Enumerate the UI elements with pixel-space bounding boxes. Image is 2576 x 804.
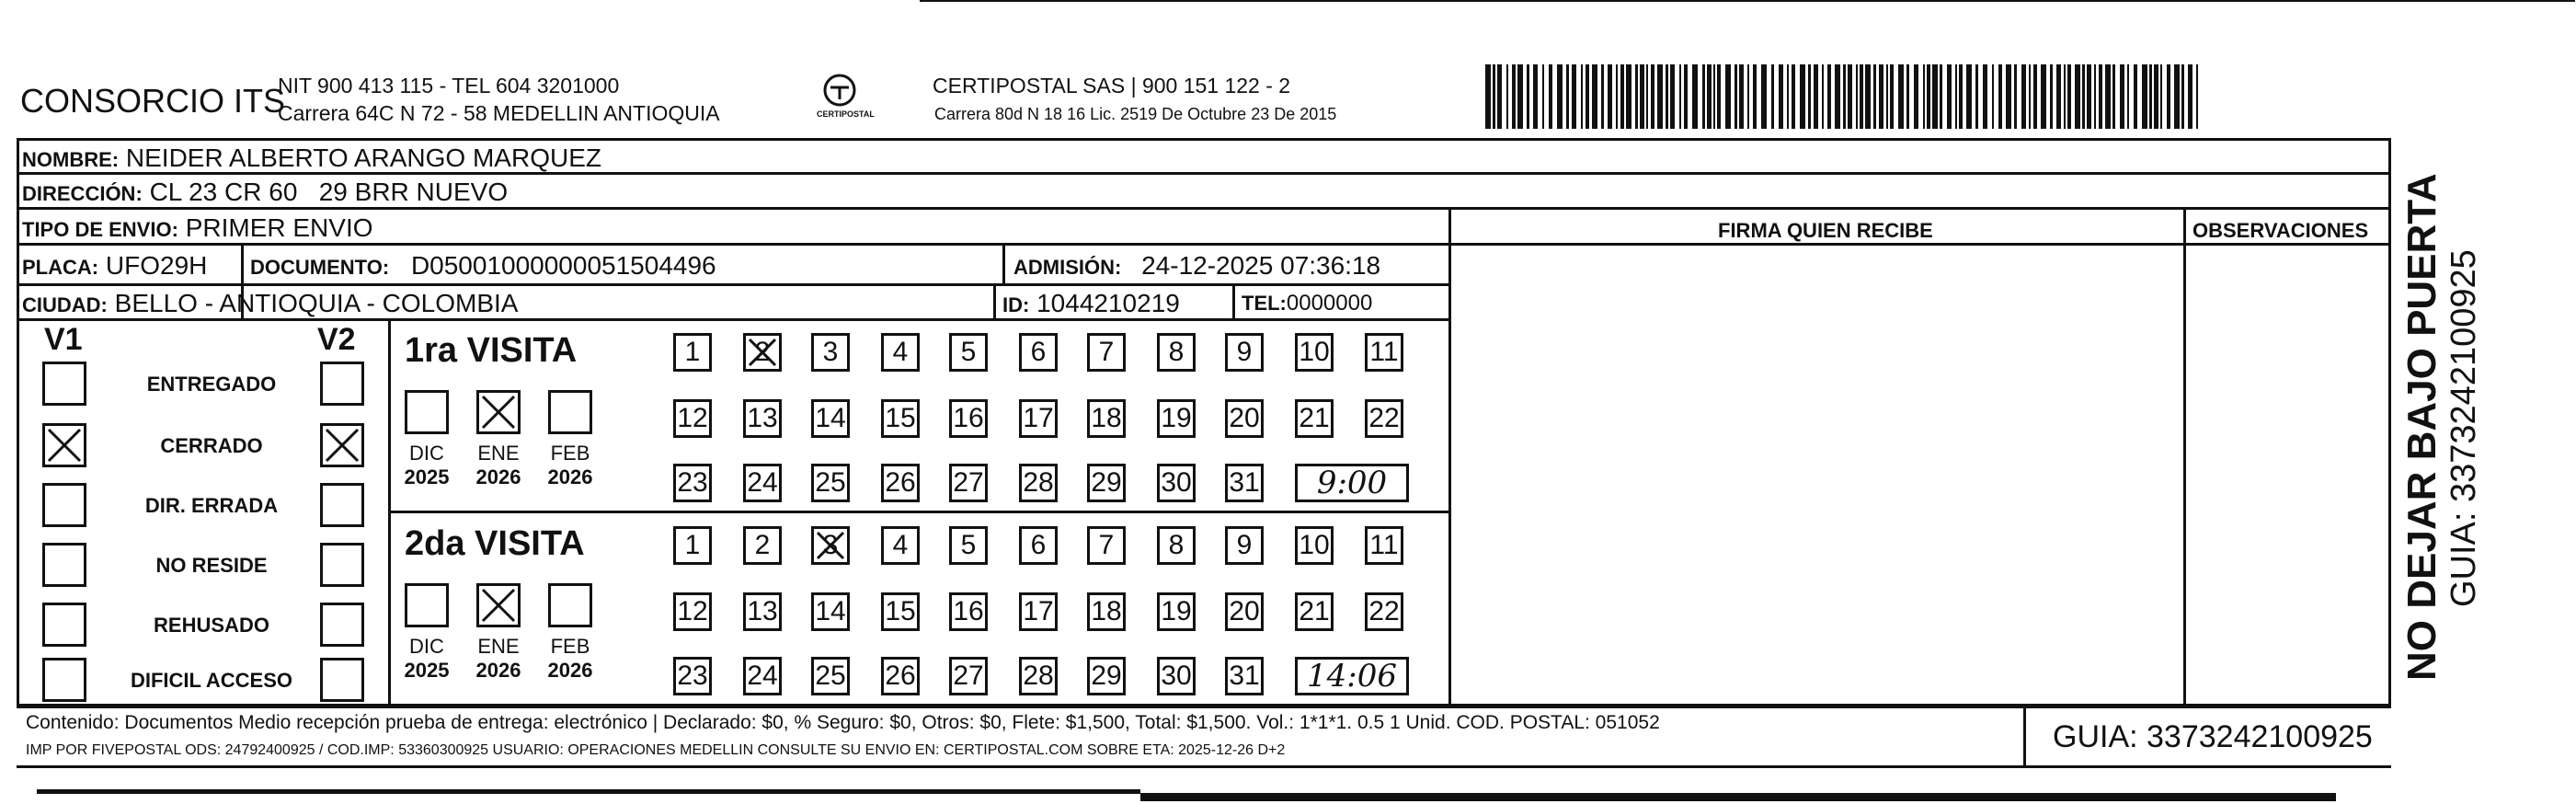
day-box[interactable]: 16 <box>949 592 988 631</box>
day-box[interactable]: 12 <box>673 592 712 631</box>
check-x-icon <box>45 426 84 465</box>
ciudad-label: CIUDAD: <box>22 293 108 316</box>
month-label: DIC <box>409 442 444 465</box>
barcode-bar <box>1927 64 1930 129</box>
barcode <box>1485 64 2212 129</box>
tel-value: 0000000 <box>1286 291 1373 316</box>
barcode-bar <box>1771 64 1774 129</box>
barcode-bar <box>1827 64 1831 129</box>
day-box[interactable]: 4 <box>881 333 920 372</box>
status-label: ENTREGADO <box>146 373 277 396</box>
barcode-bar <box>1533 64 1538 129</box>
day-box[interactable]: 19 <box>1157 399 1196 438</box>
barcode-bar <box>1527 64 1529 129</box>
barcode-bar <box>2160 64 2162 129</box>
day-box[interactable]: 17 <box>1019 592 1058 631</box>
barcode-bar <box>2167 64 2170 129</box>
nombre-label: NOMBRE: <box>22 148 120 171</box>
barcode-bar <box>1651 64 1654 129</box>
ciudad-row <box>22 291 518 316</box>
barcode-bar <box>1684 64 1688 129</box>
day-box[interactable]: 24 <box>743 657 782 695</box>
barcode-bar <box>2188 64 2192 129</box>
guia-side: GUIA: 3373242100925 <box>2444 249 2483 607</box>
time-box[interactable]: 9:00 <box>1295 464 1409 502</box>
check-x-icon <box>746 336 779 369</box>
check-x-icon <box>479 586 518 625</box>
v2-header: V2 <box>317 322 356 357</box>
id-value: 1044210219 <box>1036 289 1180 317</box>
day-box[interactable]: 8 <box>1157 333 1196 372</box>
barcode-bar <box>1601 64 1604 129</box>
day-box[interactable]: 11 <box>1365 333 1403 372</box>
barcode-bar <box>2056 64 2061 129</box>
day-box[interactable]: 24 <box>743 464 782 502</box>
month-label: ENE <box>477 635 520 658</box>
barcode-bar <box>1792 64 1795 129</box>
barcode-bar <box>2174 64 2180 129</box>
day-box[interactable]: 7 <box>1087 526 1126 565</box>
v1-header: V1 <box>44 322 83 357</box>
barcode-bar <box>2041 64 2046 129</box>
bottom-strip-right <box>1140 793 2336 801</box>
day-box[interactable]: 29 <box>1087 464 1126 502</box>
day-box[interactable]: 3 <box>811 526 850 565</box>
day-box[interactable]: 6 <box>1019 333 1058 372</box>
day-box[interactable]: 25 <box>811 657 850 695</box>
barcode-bar <box>1822 64 1824 129</box>
barcode-bar <box>1566 64 1569 129</box>
barcode-bar <box>2033 64 2037 129</box>
day-box[interactable]: 9 <box>1225 526 1264 565</box>
day-box[interactable]: 18 <box>1087 399 1126 438</box>
barcode-bar <box>1620 64 1624 129</box>
barcode-bar <box>1761 64 1767 129</box>
barcode-bar <box>1512 64 1516 129</box>
barcode-bar <box>1753 64 1757 129</box>
barcode-bar <box>1966 64 1972 129</box>
day-box[interactable]: 31 <box>1225 657 1264 695</box>
barcode-bar <box>1898 64 1904 129</box>
day-box[interactable]: 13 <box>743 399 782 438</box>
direccion-value: CL 23 CR 60 29 BRR NUEVO <box>149 178 509 206</box>
status-v1-checkbox[interactable] <box>42 603 86 647</box>
year-label: 2025 <box>404 465 450 488</box>
direccion-label: DIRECCIÓN: <box>22 182 143 205</box>
day-box[interactable]: 13 <box>743 592 782 631</box>
placa-row <box>22 253 207 279</box>
placa-value: UFO29H <box>105 251 208 280</box>
nombre-value: NEIDER ALBERTO ARANGO MARQUEZ <box>125 144 601 172</box>
barcode-bar <box>1725 64 1731 129</box>
day-box[interactable]: 30 <box>1157 464 1196 502</box>
barcode-bar <box>1608 64 1612 129</box>
day-box[interactable]: 27 <box>949 657 988 695</box>
day-box[interactable]: 7 <box>1087 333 1126 372</box>
logo-caption: CERTIPOSTAL <box>817 109 875 119</box>
month-checkbox[interactable] <box>476 583 521 627</box>
company-name: CONSORCIO ITS <box>20 82 286 120</box>
time-box[interactable]: 14:06 <box>1295 657 1409 695</box>
placa-label: PLACA: <box>22 256 99 279</box>
day-box[interactable]: 12 <box>673 399 712 438</box>
day-box[interactable]: 28 <box>1019 657 1058 695</box>
barcode-bar <box>1856 64 1858 129</box>
check-x-icon <box>323 426 361 465</box>
admision-value: 24-12-2025 07:36:18 <box>1141 251 1381 280</box>
year-label: 2026 <box>475 659 521 682</box>
nit-line-1: NIT 900 413 115 - TEL 604 3201000 <box>278 74 620 98</box>
nit-line-2: Carrera 64C N 72 - 58 MEDELLIN ANTIOQUIA <box>278 101 720 125</box>
contenido-text: Contenido: Documentos Medio recepción prueba de entrega: electrónico | Declarado: $0, % Seguro: $0, Otros: $0, Flete: $1,500, Total: $1,500. Vol.: 1*1*1. 0.5 1 Unid. COD. POSTAL: 051052 <box>26 712 1660 733</box>
month-checkbox[interactable] <box>405 390 449 434</box>
barcode-bar <box>2075 64 2080 129</box>
barcode-bar <box>2112 64 2115 129</box>
tipo-label: TIPO DE ENVIO: <box>22 218 178 241</box>
day-box[interactable]: 3 <box>811 333 850 372</box>
day-box[interactable]: 6 <box>1019 526 1058 565</box>
barcode-bar <box>1581 64 1583 129</box>
barcode-bar <box>1707 64 1712 129</box>
tipo-value: PRIMER ENVIO <box>185 213 373 242</box>
day-box[interactable]: 4 <box>881 526 920 565</box>
day-box[interactable]: 22 <box>1365 399 1403 438</box>
barcode-bar <box>1865 64 1871 129</box>
day-box[interactable]: 14 <box>811 592 850 631</box>
day-box[interactable]: 25 <box>811 464 850 502</box>
status-label: CERRADO <box>160 434 263 457</box>
imp-text: IMP POR FIVEPOSTAL ODS: 24792400925 / COD.IMP: 53360300925 USUARIO: OPERACIONES MEDELLIN CONSULTE SU ENVIO EN: CERTIPOSTAL.COM SOBRE ETA: 2025-12-26 D+2 <box>26 742 1286 758</box>
day-box[interactable]: 27 <box>949 464 988 502</box>
day-box[interactable]: 2 <box>743 526 782 565</box>
status-v1-checkbox[interactable] <box>42 362 86 406</box>
year-label: 2026 <box>475 465 521 488</box>
year-label: 2026 <box>547 465 593 488</box>
status-v2-checkbox[interactable] <box>320 658 364 702</box>
day-box[interactable]: 10 <box>1295 526 1334 565</box>
barcode-bar <box>1702 64 1705 129</box>
barcode-bar <box>1940 64 1942 129</box>
day-box[interactable]: 15 <box>881 592 920 631</box>
barcode-bar <box>1717 64 1721 129</box>
barcode-bar <box>1923 64 1925 129</box>
year-label: 2025 <box>404 659 450 682</box>
barcode-bar <box>2105 64 2111 129</box>
day-box[interactable]: 26 <box>881 464 920 502</box>
barcode-bar <box>2149 64 2152 129</box>
barcode-bar <box>1549 64 1552 129</box>
documento-value: D05001000000051504496 <box>410 251 716 280</box>
barcode-bar <box>1747 64 1749 129</box>
barcode-bar <box>1626 64 1631 129</box>
month-checkbox[interactable] <box>548 583 592 627</box>
certipostal-logo-icon <box>821 72 858 109</box>
barcode-bar <box>1542 64 1544 129</box>
id-label: ID: <box>1002 293 1030 316</box>
barcode-bar <box>2064 64 2066 129</box>
visit-title: 1ra VISITA <box>405 331 578 370</box>
barcode-bar <box>1779 64 1783 129</box>
barcode-bar <box>2082 64 2085 129</box>
firma-label: FIRMA QUIEN RECIBE <box>1718 219 1933 242</box>
observaciones-label: OBSERVACIONES <box>2192 219 2369 242</box>
barcode-bar <box>2094 64 2096 129</box>
status-v2-checkbox[interactable] <box>320 543 364 587</box>
month-checkbox[interactable] <box>548 390 592 434</box>
barcode-bar <box>1517 64 1523 129</box>
barcode-bar <box>1955 64 1957 129</box>
barcode-bar <box>2120 64 2124 129</box>
day-box[interactable]: 8 <box>1157 526 1196 565</box>
barcode-bar <box>1914 64 1918 129</box>
barcode-bar <box>2014 64 2017 129</box>
top-edge <box>920 0 2575 2</box>
barcode-bar <box>1666 64 1668 129</box>
status-v1-checkbox[interactable] <box>42 423 86 467</box>
month-label: FEB <box>550 442 590 465</box>
barcode-bar <box>2196 64 2198 129</box>
status-label: DIR. ERRADA <box>144 494 279 517</box>
barcode-bar <box>1983 64 1987 129</box>
barcode-bar <box>1860 64 1863 129</box>
barcode-bar <box>1808 64 1811 129</box>
certi-line-1: CERTIPOSTAL SAS | 900 151 122 - 2 <box>933 74 1291 98</box>
barcode-bar <box>1800 64 1805 129</box>
barcode-bar <box>2099 64 2102 129</box>
barcode-bar <box>1998 64 2002 129</box>
no-dejar-side: NO DEJAR BAJO PUERTA <box>2399 173 2444 681</box>
month-label: FEB <box>550 635 590 658</box>
barcode-bar <box>1886 64 1888 129</box>
day-box[interactable]: 21 <box>1295 399 1334 438</box>
nombre-row <box>22 145 601 171</box>
day-box[interactable]: 11 <box>1365 526 1403 565</box>
bottom-strip <box>37 789 1140 794</box>
barcode-bar <box>2154 64 2158 129</box>
month-checkbox[interactable] <box>476 390 521 434</box>
status-label: REHUSADO <box>154 614 269 637</box>
barcode-bar <box>1493 64 1495 129</box>
barcode-bar <box>1959 64 1963 129</box>
month-label: DIC <box>409 635 444 658</box>
certi-line-2: Carrera 80d N 18 16 Lic. 2519 De Octubre 23 De 2015 <box>934 105 1337 123</box>
barcode-bar <box>1787 64 1789 129</box>
day-box[interactable]: 14 <box>811 399 850 438</box>
barcode-bar <box>1657 64 1663 129</box>
barcode-bar <box>1557 64 1563 129</box>
day-box[interactable]: 20 <box>1225 399 1264 438</box>
status-v2-checkbox[interactable] <box>320 483 364 527</box>
status-v1-checkbox[interactable] <box>42 658 86 702</box>
barcode-bar <box>2029 64 2031 129</box>
barcode-bar <box>1616 64 1618 129</box>
day-box[interactable]: 20 <box>1225 592 1264 631</box>
barcode-bar <box>1646 64 1648 129</box>
barcode-bar <box>1739 64 1744 129</box>
barcode-bar <box>2021 64 2026 129</box>
day-box[interactable]: 26 <box>881 657 920 695</box>
barcode-bar <box>1506 64 1508 129</box>
admision-row <box>1013 253 1380 279</box>
day-box[interactable]: 23 <box>673 464 712 502</box>
tel-label: TEL: <box>1242 292 1287 315</box>
status-v2-checkbox[interactable] <box>320 423 364 467</box>
day-box[interactable]: 1 <box>673 333 712 372</box>
barcode-bar <box>2050 64 2053 129</box>
day-box[interactable]: 28 <box>1019 464 1058 502</box>
documento-row <box>250 253 716 279</box>
ciudad-value: BELLO - ANTIOQUIA - COLOMBIA <box>114 289 519 317</box>
day-box[interactable]: 23 <box>673 657 712 695</box>
day-box[interactable]: 5 <box>949 333 988 372</box>
barcode-bar <box>1592 64 1597 129</box>
month-label: ENE <box>477 442 520 465</box>
barcode-bar <box>1992 64 1994 129</box>
day-box[interactable]: 21 <box>1295 592 1334 631</box>
month-checkbox[interactable] <box>405 583 449 627</box>
barcode-bar <box>2087 64 2091 129</box>
check-x-icon <box>479 393 518 431</box>
barcode-bar <box>1572 64 1576 129</box>
barcode-bar <box>1640 64 1644 129</box>
day-box[interactable]: 1 <box>673 526 712 565</box>
barcode-bar <box>2127 64 2129 129</box>
barcode-bar <box>1879 64 1883 129</box>
day-box[interactable]: 19 <box>1157 592 1196 631</box>
status-v1-checkbox[interactable] <box>42 483 86 527</box>
admision-label: ADMISIÓN: <box>1013 256 1122 279</box>
barcode-bar <box>1814 64 1818 129</box>
check-x-icon <box>814 529 847 562</box>
tipo-row <box>22 215 373 241</box>
status-v2-checkbox[interactable] <box>320 603 364 647</box>
barcode-bar <box>1932 64 1938 129</box>
direccion-row <box>22 179 508 205</box>
barcode-bar <box>2006 64 2011 129</box>
barcode-bar <box>1670 64 1675 129</box>
barcode-bar <box>1586 64 1589 129</box>
barcode-bar <box>1713 64 1715 129</box>
day-box[interactable]: 2 <box>743 333 782 372</box>
barcode-bar <box>1735 64 1737 129</box>
tel-row <box>1242 293 1372 315</box>
barcode-bar <box>2181 64 2184 129</box>
day-box[interactable]: 18 <box>1087 592 1126 631</box>
barcode-bar <box>1890 64 1894 129</box>
barcode-bar <box>1947 64 1952 129</box>
barcode-bar <box>2067 64 2071 129</box>
barcode-bar <box>1906 64 1909 129</box>
status-v1-checkbox[interactable] <box>42 543 86 587</box>
status-label: NO RESIDE <box>155 554 268 577</box>
day-box[interactable]: 31 <box>1225 464 1264 502</box>
visit-title: 2da VISITA <box>405 524 585 563</box>
barcode-bar <box>1975 64 1978 129</box>
day-box[interactable]: 10 <box>1295 333 1334 372</box>
documento-label: DOCUMENTO: <box>250 256 390 279</box>
barcode-bar <box>1485 64 1491 129</box>
day-box[interactable]: 22 <box>1365 592 1403 631</box>
day-box[interactable]: 30 <box>1157 657 1196 695</box>
day-box[interactable]: 16 <box>949 399 988 438</box>
barcode-bar <box>1679 64 1681 129</box>
barcode-bar <box>1873 64 1876 129</box>
barcode-bar <box>1843 64 1846 129</box>
barcode-bar <box>1848 64 1852 129</box>
barcode-bar <box>1497 64 1502 129</box>
day-box[interactable]: 5 <box>949 526 988 565</box>
day-box[interactable]: 29 <box>1087 657 1126 695</box>
status-label: DIFICIL ACCESO <box>130 669 292 692</box>
barcode-bar <box>1635 64 1638 129</box>
barcode-bar <box>1692 64 1698 129</box>
barcode-bar <box>1835 64 1840 129</box>
id-row <box>1002 291 1180 316</box>
year-label: 2026 <box>547 659 593 682</box>
barcode-bar <box>2142 64 2147 129</box>
day-box[interactable]: 9 <box>1225 333 1264 372</box>
status-v2-checkbox[interactable] <box>320 362 364 406</box>
day-box[interactable]: 17 <box>1019 399 1058 438</box>
day-box[interactable]: 15 <box>881 399 920 438</box>
barcode-bar <box>2134 64 2137 129</box>
guia-footer: GUIA: 3373242100925 <box>2053 719 2373 754</box>
